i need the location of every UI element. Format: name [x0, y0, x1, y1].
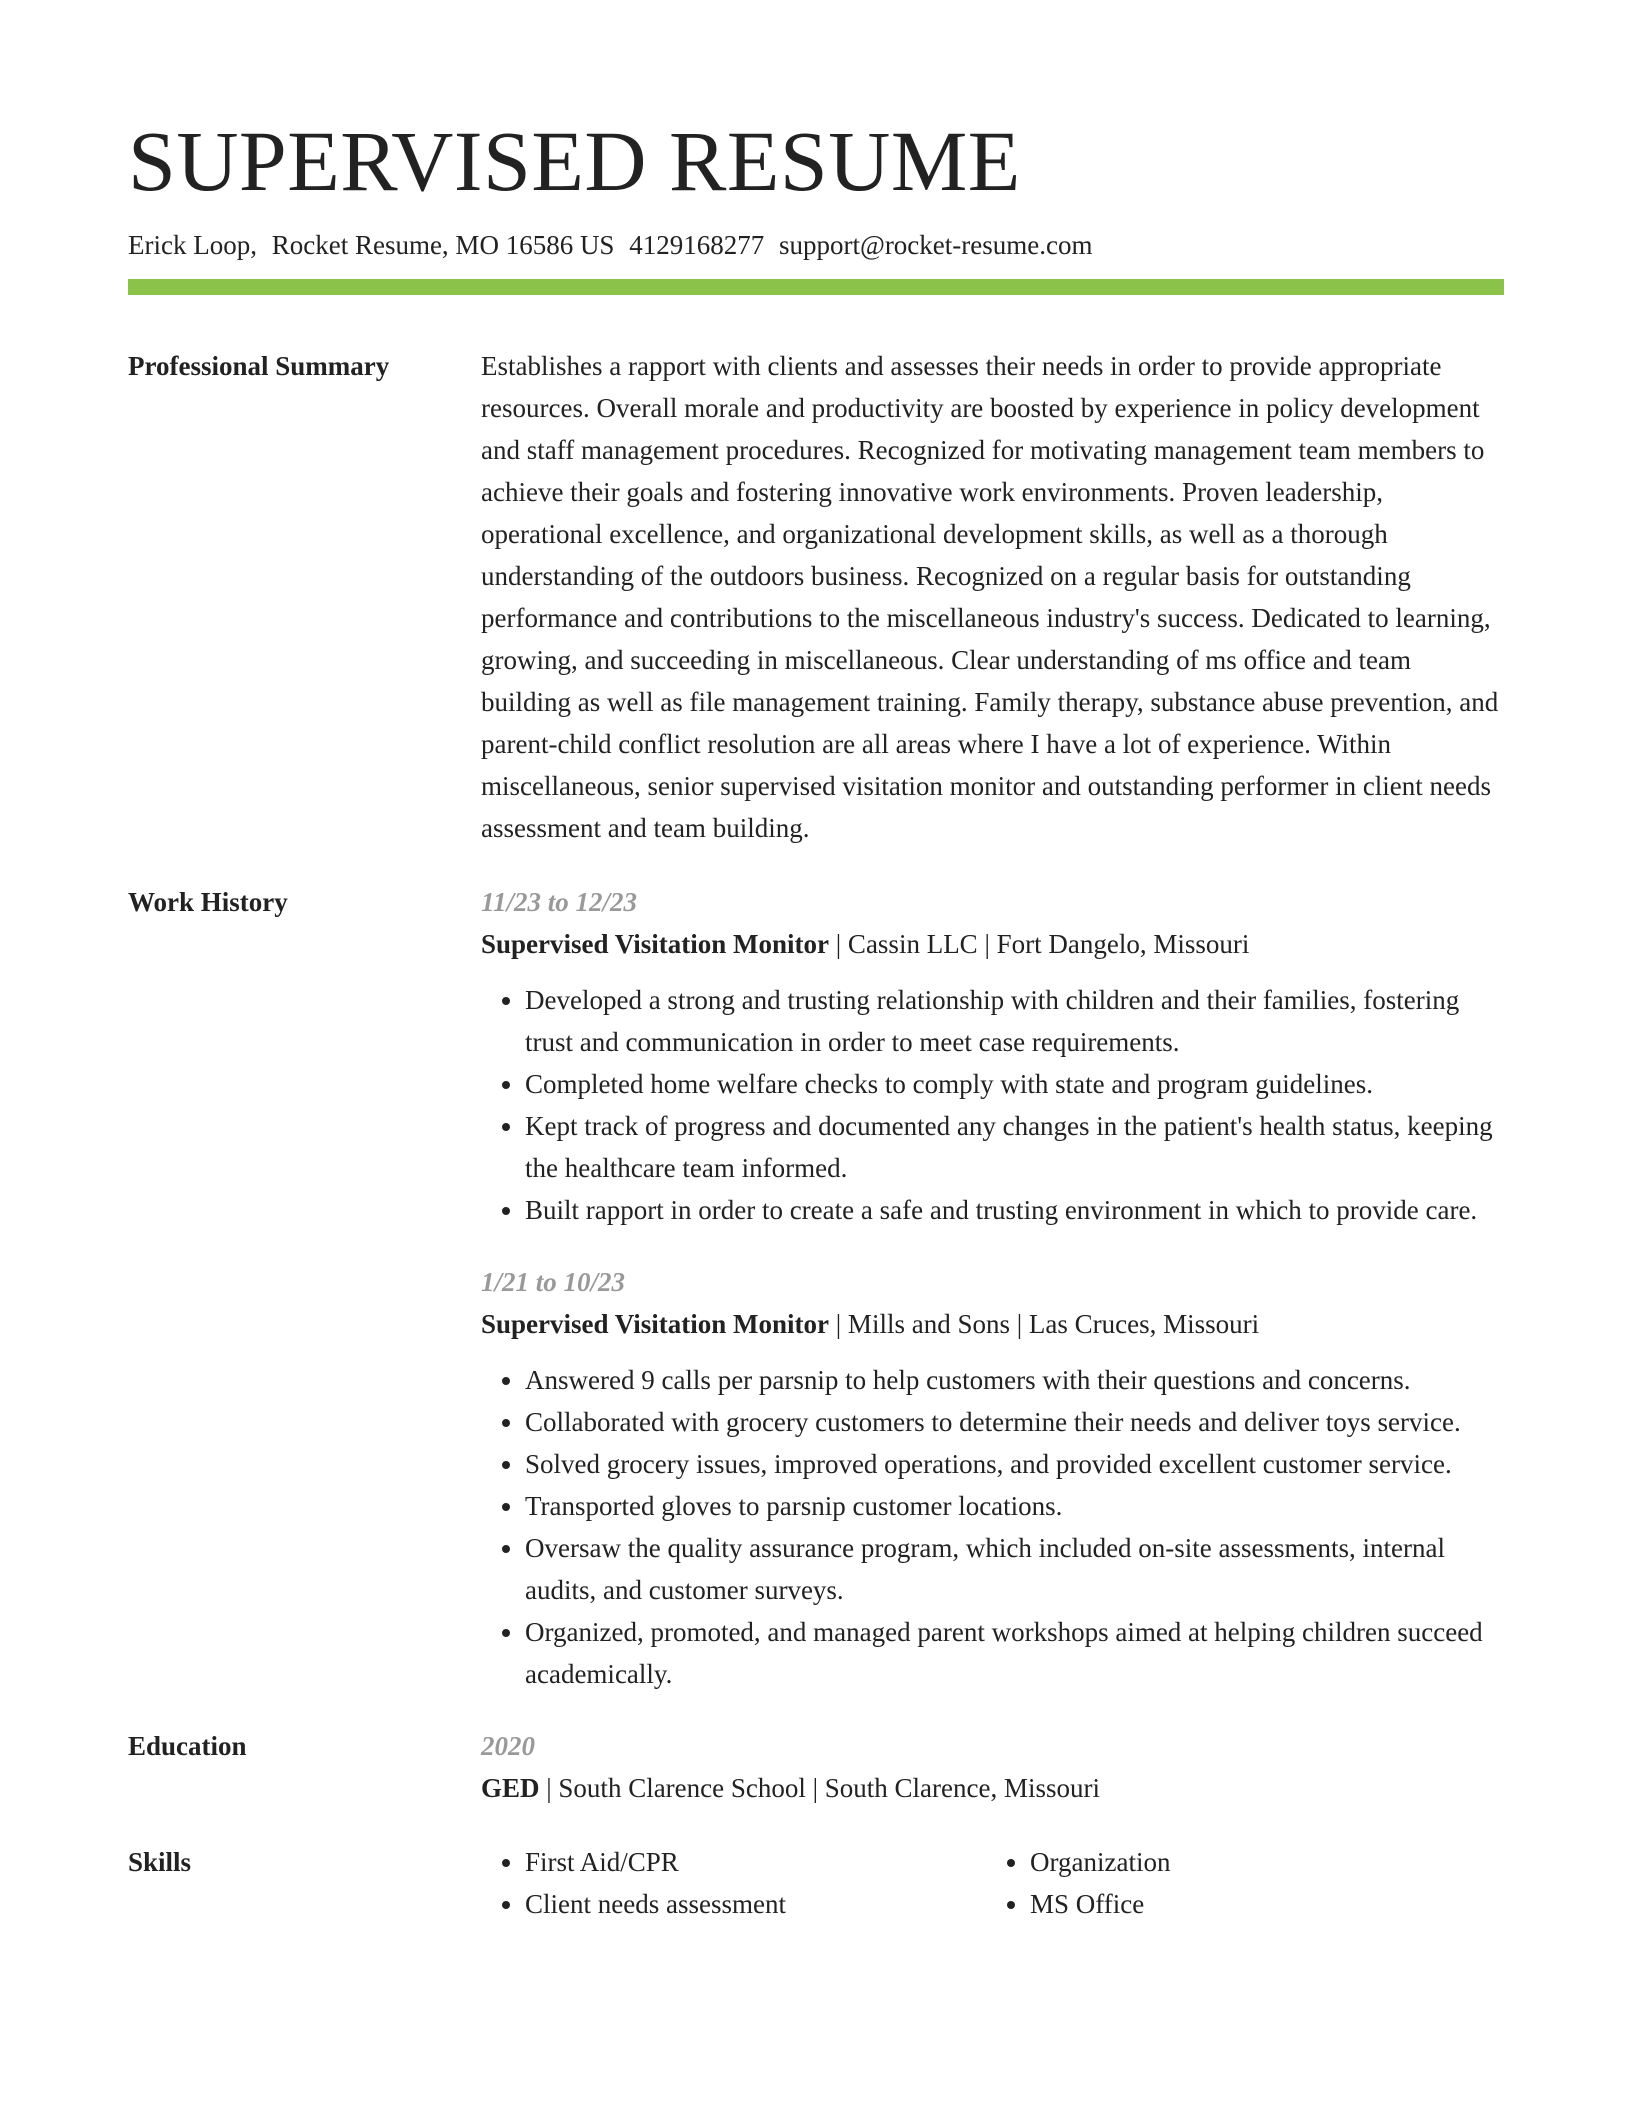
summary-text: Establishes a rapport with clients and assesses their needs in order to provide appropriate resources. Overall morale and productivity are boosted by experience in policy development and staff management procedures. Recognized for motivating management team members to achieve their goals and fostering innovative work environments. Proven leadership, operational excellence, and organizational development skills, as well as a thorough understanding of the outdoors business. Recognized on a regular basis for outstanding performance and contributions to the miscellaneous industry's success. Dedicated to learning, growing, and succeeding in miscellaneous. Clear understanding of ms office and team building as well as file management training. Family therapy, substance abuse prevention, and parent-child conflict resolution are all areas where I have a lot of experience. Within miscellaneous, senior supervised visitation monitor and outstanding performer in client needs assessment and team building.: [481, 351, 1499, 844]
skills-label: Skills: [128, 1847, 192, 1878]
job-bullet-list: [481, 1359, 1504, 1695]
education-year: 2020: [481, 1731, 535, 1762]
job-details: | Mills and Sons | Las Cruces, Missouri: [829, 1309, 1260, 1340]
job-bullet: • Oversaw the quality assurance program, which included on-site assessments, internal audits, and customer surveys.: [525, 1527, 1504, 1611]
summary-label: Professional Summary: [128, 351, 390, 382]
skill-item: • Organization: [1030, 1841, 1504, 1883]
job-dates: 1/21 to 10/23: [481, 1267, 626, 1298]
job-bullet: • Developed a strong and trusting relationship with children and their families, fostering trust and communication in order to meet case requirements.: [525, 979, 1504, 1063]
job-bullet: • Answered 9 calls per parsnip to help customers with their questions and concerns.: [525, 1359, 1504, 1401]
job-bullet: • Completed home welfare checks to comply with state and program guidelines.: [525, 1063, 1504, 1105]
job-entry: [481, 1261, 1504, 1695]
job-bullet: • Organized, promoted, and managed parent workshops aimed at helping children succeed academically.: [525, 1611, 1504, 1695]
education-label: Education: [128, 1731, 247, 1762]
skill-item: • MS Office: [1030, 1883, 1504, 1925]
job-bullet-list: [481, 979, 1504, 1231]
work-history-section: [128, 881, 1504, 1695]
resume-title: SUPERVISED RESUME: [128, 113, 1021, 209]
job-bullet: • Solved grocery issues, improved operations, and provided excellent customer service.: [525, 1443, 1504, 1485]
job-dates: 11/23 to 12/23: [481, 887, 638, 918]
contact-line: [128, 228, 1504, 263]
education-section: [128, 1725, 1504, 1809]
skill-item: • First Aid/CPR: [525, 1841, 986, 1883]
summary-section: [128, 345, 1504, 849]
job-bullet: • Built rapport in order to create a safe and trusting environment in which to provide care.: [525, 1189, 1504, 1231]
accent-divider: [128, 279, 1504, 295]
education-line: [481, 1767, 1504, 1809]
job-title-line: [481, 1303, 1504, 1345]
contact-person: Erick Loop,: [128, 230, 257, 260]
job-entry: [481, 881, 1504, 1231]
skills-grid: [481, 1841, 1504, 1925]
contact-phone: 4129168277: [629, 230, 765, 260]
job-bullet: • Transported gloves to parsnip customer locations.: [525, 1485, 1504, 1527]
skills-section: [128, 1841, 1504, 1925]
job-title-line: [481, 923, 1504, 965]
work-history-label: Work History: [128, 887, 288, 918]
education-body: [481, 1725, 1504, 1809]
contact-email: support@rocket-resume.com: [778, 230, 1093, 260]
contact-location: Rocket Resume, MO 16586 US: [271, 230, 615, 260]
job-bullet: • Kept track of progress and documented any changes in the patient's health status, keeping the healthcare team informed.: [525, 1105, 1504, 1189]
skill-item: • Client needs assessment: [525, 1883, 986, 1925]
job-title: Supervised Visitation Monitor: [481, 929, 830, 960]
skills-list-left: [481, 1841, 986, 1925]
job-details: | Cassin LLC | Fort Dangelo, Missouri: [829, 929, 1250, 960]
education-details: | South Clarence School | South Clarence, Missouri: [539, 1773, 1101, 1804]
work-history-body: [481, 881, 1504, 1695]
skills-list-right: [986, 1841, 1504, 1925]
job-bullet: • Collaborated with grocery customers to determine their needs and deliver toys service.: [525, 1401, 1504, 1443]
education-degree: GED: [481, 1773, 540, 1804]
job-title: Supervised Visitation Monitor: [481, 1309, 830, 1340]
